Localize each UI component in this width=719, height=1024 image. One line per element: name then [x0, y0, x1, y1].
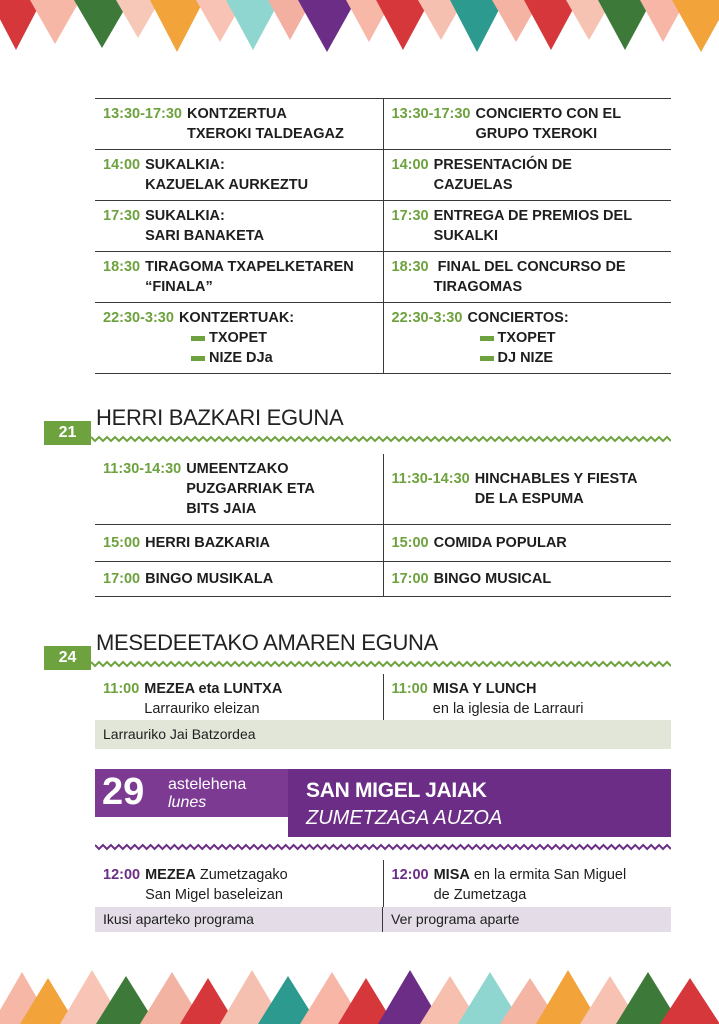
- event-title: HERRI BAZKARIA: [145, 535, 270, 551]
- event-title: KONTZERTUAK:: [178, 310, 295, 326]
- event-title: CONCIERTOS:: [467, 310, 569, 326]
- event-location: en la ermita San Miguel: [469, 867, 627, 883]
- event-time: 17:00: [391, 571, 429, 587]
- event-location: de Zumetzaga: [433, 887, 527, 903]
- event-title: TXEROKI TALDEAGAZ: [187, 126, 344, 142]
- day-number-badge: 24: [44, 646, 91, 670]
- event-title: SARI BANAKETA: [145, 228, 265, 244]
- dash-bullet-icon: [191, 356, 205, 361]
- date-block: [95, 769, 288, 817]
- weekday-es: lunes: [168, 794, 207, 811]
- event-title: FINAL DEL CONCURSO DE: [433, 259, 626, 275]
- bunting-decoration-top: [0, 0, 719, 60]
- program-note-es: Ver programa aparte: [391, 911, 520, 927]
- banner-title: SAN MIGEL JAIAK: [306, 779, 487, 802]
- event-time: 11:30-14:30: [103, 461, 182, 477]
- event-time: 14:00: [391, 157, 429, 173]
- event-time: 15:00: [391, 535, 429, 551]
- event-time: 18:30: [103, 259, 141, 275]
- event-time: 15:00: [103, 535, 141, 551]
- event-title: BINGO MUSICAL: [433, 571, 552, 587]
- event-time: 22:30-3:30: [391, 310, 463, 326]
- table-row: [95, 303, 671, 374]
- event-time: 13:30-17:30: [391, 106, 471, 122]
- zigzag-divider: [91, 435, 671, 443]
- performer-item: DJ NIZE: [497, 350, 554, 366]
- table-row: [95, 150, 671, 201]
- event-location: en la iglesia de Larrauri: [432, 701, 584, 717]
- performer-item: NIZE DJa: [209, 350, 273, 366]
- event-title: GRUPO TXEROKI: [475, 126, 598, 142]
- event-time: 13:30-17:30: [103, 106, 182, 122]
- event-title: MEZEA: [145, 867, 196, 883]
- event-title: SUKALKIA:: [145, 208, 225, 224]
- section-title: MESEDEETAKO AMAREN EGUNA: [96, 630, 439, 655]
- event-time: 12:00: [391, 867, 429, 883]
- event-title: DE LA ESPUMA: [474, 491, 584, 507]
- event-time: 17:00: [103, 571, 141, 587]
- event-title: SUKALKI: [433, 228, 499, 244]
- event-time: 18:30: [391, 259, 429, 275]
- program-note: [95, 907, 671, 932]
- table-row: [95, 454, 671, 525]
- section-header-day21: [44, 405, 671, 445]
- table-row: [95, 99, 671, 150]
- event-title-block: [288, 769, 671, 837]
- event-title: KONTZERTUA: [187, 106, 287, 122]
- program-note-eu: Ikusi aparteko programa: [95, 907, 383, 932]
- banner-subtitle: ZUMETZAGA AUZOA: [306, 807, 503, 829]
- schedule-table-day20: [95, 98, 671, 374]
- section-header-day24: [44, 630, 671, 670]
- event-title: COMIDA POPULAR: [433, 535, 567, 551]
- zigzag-divider: [95, 843, 671, 851]
- performer-item: TXOPET: [209, 330, 268, 346]
- schedule-table-day24: [95, 674, 671, 721]
- event-title: BITS JAIA: [186, 501, 257, 517]
- schedule-table-day29: [95, 860, 671, 907]
- event-title: HINCHABLES Y FIESTA: [474, 471, 638, 487]
- event-title: SUKALKIA:: [145, 157, 225, 173]
- event-title: UMEENTZAKO: [186, 461, 289, 477]
- event-time: 12:00: [103, 867, 141, 883]
- dash-bullet-icon: [480, 356, 494, 361]
- table-row: [95, 562, 671, 597]
- event-title: KAZUELAK AURKEZTU: [145, 177, 309, 193]
- weekday-eu: astelehena: [168, 776, 247, 793]
- event-time: 17:30: [103, 208, 141, 224]
- section-title: HERRI BAZKARI EGUNA: [96, 405, 344, 430]
- event-location: Zumetzagako: [195, 867, 288, 883]
- table-row: [95, 674, 671, 721]
- event-title: TIRAGOMA TXAPELKETAREN: [145, 259, 354, 275]
- table-row: [95, 201, 671, 252]
- performer-item: TXOPET: [497, 330, 556, 346]
- table-row: [95, 860, 671, 907]
- day-number-badge: 21: [44, 421, 91, 445]
- event-title: PUZGARRIAK ETA: [186, 481, 315, 497]
- table-row: [95, 252, 671, 303]
- table-row: [95, 525, 671, 562]
- event-time: 11:30-14:30: [391, 471, 470, 487]
- event-time: 17:30: [391, 208, 429, 224]
- event-title: MISA: [433, 867, 470, 883]
- event-title: CONCIERTO CON EL: [475, 106, 622, 122]
- event-title: MISA Y LUNCH: [432, 681, 537, 697]
- day29-banner: [95, 769, 671, 837]
- event-title: PRESENTACIÓN DE: [433, 157, 572, 173]
- event-title: “FINALA”: [145, 279, 213, 295]
- event-time: 11:00: [391, 681, 428, 697]
- event-title: MEZEA eta LUNTXA: [144, 681, 283, 697]
- event-title: ENTREGA DE PREMIOS DEL: [433, 208, 633, 224]
- event-time: 22:30-3:30: [103, 310, 174, 326]
- dash-bullet-icon: [480, 336, 494, 341]
- event-time: 14:00: [103, 157, 141, 173]
- event-time: 11:00: [103, 681, 140, 697]
- event-title: TIRAGOMAS: [433, 279, 523, 295]
- event-location: Larrauriko eleizan: [144, 701, 260, 717]
- schedule-table-day21: [95, 454, 671, 597]
- bunting-decoration-bottom: [0, 964, 719, 1024]
- day-number: 29: [102, 771, 145, 813]
- zigzag-divider: [91, 660, 671, 668]
- event-title: CAZUELAS: [433, 177, 513, 193]
- dash-bullet-icon: [191, 336, 205, 341]
- event-title: BINGO MUSIKALA: [145, 571, 274, 587]
- organizer-note: Larrauriko Jai Batzordea: [95, 720, 671, 749]
- event-location: San Migel baseleizan: [145, 887, 283, 903]
